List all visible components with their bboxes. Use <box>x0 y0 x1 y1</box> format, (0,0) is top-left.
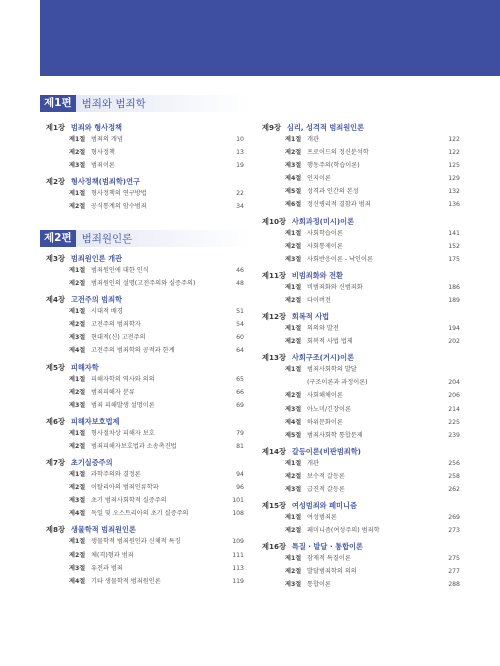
section-number: 제3절 <box>285 485 302 493</box>
page-number: 269 <box>448 514 460 522</box>
page-number: 66 <box>236 388 244 396</box>
chapter-number: 제7장 <box>46 458 65 468</box>
toc-section-entry[interactable] <box>46 575 244 588</box>
toc-section-entry[interactable] <box>46 277 244 290</box>
toc-section-entry[interactable] <box>262 389 460 402</box>
section-title: 사회통제이론 <box>307 242 343 250</box>
toc-chapter <box>262 500 460 537</box>
page-number: 141 <box>448 229 460 237</box>
section-number: 제1절 <box>285 366 302 374</box>
page-number: 122 <box>448 136 460 143</box>
page-number <box>440 363 460 376</box>
section-number: 제1절 <box>69 190 86 198</box>
chapter-title: 형사정책(범죄학)연구 <box>70 177 140 187</box>
section-number: 제1절 <box>69 136 86 143</box>
section-title: 범죄피해자 분류 <box>91 388 135 396</box>
section-title: 공식통계의 암수범죄 <box>91 203 147 211</box>
toc-section-entry[interactable] <box>46 440 244 453</box>
section-number: 제2절 <box>69 551 86 559</box>
toc-section-entry[interactable] <box>262 403 460 416</box>
chapter-heading[interactable] <box>262 311 460 322</box>
section-title: 잠재적 특질이론 <box>307 555 351 563</box>
section-title: 초기 범죄사회학적 실증주의 <box>91 497 167 505</box>
section-title: 범죄사회학 통합문제 <box>307 431 363 439</box>
page-number: 239 <box>448 431 460 439</box>
section-title: 체(격)형과 범죄 <box>91 551 134 559</box>
section-number: 제4절 <box>69 510 86 518</box>
page-number: 256 <box>448 459 460 467</box>
page-number: 60 <box>236 334 244 342</box>
chapter-number: 제16장 <box>262 542 286 552</box>
toc-section-entry[interactable] <box>262 429 460 442</box>
section-number: 제2절 <box>69 280 86 288</box>
toc-section-entry[interactable] <box>46 494 244 507</box>
toc-section-entry[interactable] <box>262 253 460 266</box>
section-number: 제2절 <box>285 338 302 346</box>
page-number: 79 <box>236 429 244 437</box>
page-number: 10 <box>236 136 244 143</box>
section-number: 제3절 <box>285 581 302 589</box>
section-title: 통합이론 <box>307 581 331 589</box>
section-number: 제4절 <box>69 577 86 585</box>
page-number: 101 <box>232 497 244 505</box>
toc-section-entry[interactable] <box>262 363 460 376</box>
chapter-number: 제2장 <box>46 177 65 187</box>
section-number: 제3절 <box>285 255 302 263</box>
page-number: 22 <box>236 190 244 198</box>
section-title: 프로이드의 정신분석학 <box>307 149 369 157</box>
section-number: 제3절 <box>69 497 86 505</box>
chapter-number: 제12장 <box>262 312 286 322</box>
section-number: 제2절 <box>285 296 302 304</box>
section-number: 제1절 <box>69 308 86 316</box>
part-number: 제1편 <box>40 95 76 112</box>
toc-section-entry[interactable] <box>262 281 460 294</box>
page-number: 152 <box>448 242 460 250</box>
section-title: 회복적 사법 법제 <box>307 338 353 346</box>
section-number: 제1절 <box>285 555 302 563</box>
chapter-heading[interactable] <box>262 446 460 457</box>
section-title: 형사절차상 피해자 보호 <box>91 429 155 437</box>
chapter-number: 제14장 <box>262 446 286 456</box>
chapter-title: 비범죄화와 전환 <box>291 270 343 280</box>
section-number: 제2절 <box>69 442 86 450</box>
toc-chapter <box>46 362 244 412</box>
chapter-number: 제3장 <box>46 254 65 263</box>
section-number: 제2절 <box>285 149 302 157</box>
chapter-number: 제5장 <box>46 362 65 372</box>
section-number: 제4절 <box>285 175 302 183</box>
toc-section-entry[interactable] <box>46 200 244 213</box>
page-number: 129 <box>448 175 460 183</box>
section-number: 제1절 <box>285 325 302 333</box>
chapter-heading[interactable] <box>262 500 460 511</box>
toc-section-entry[interactable] <box>262 524 460 537</box>
toc-section-entry[interactable] <box>262 227 460 240</box>
chapter-heading[interactable] <box>46 253 244 264</box>
toc-section-entry[interactable] <box>262 172 460 185</box>
section-title: 의의와 발전 <box>307 325 339 333</box>
toc-section-entry[interactable] <box>262 565 460 578</box>
toc-section-entry[interactable] <box>46 133 244 146</box>
section-title: 피해자학의 역사와 의의 <box>91 375 155 383</box>
section-title: 사회해체이론 <box>307 392 343 400</box>
chapter-number: 제1장 <box>46 123 65 132</box>
toc-right-chapters <box>262 122 460 592</box>
toc-chapter <box>262 311 460 348</box>
section-title: 범죄원인에 대한 인식 <box>91 267 149 274</box>
section-title: 보수적 갈등론 <box>307 472 345 480</box>
chapter-title: 초기실증주의 <box>70 458 113 468</box>
toc-section-entry[interactable] <box>46 331 244 344</box>
chapter-title: 심리, 성격적 범죄원인론 <box>286 123 365 132</box>
chapter-title: 피해자보호법제 <box>70 416 120 426</box>
section-title: 아노미/긴장이론 <box>307 405 351 413</box>
section-title: 이탈리아의 범죄인류학파 <box>91 484 159 492</box>
chapter-heading[interactable] <box>262 216 460 227</box>
page-number: 206 <box>448 392 460 400</box>
section-number: 제5절 <box>285 188 302 196</box>
toc-chapter <box>46 457 244 520</box>
chapter-number: 제8장 <box>46 525 65 535</box>
toc-section-entry[interactable] <box>262 335 460 348</box>
section-number: 제2절 <box>285 527 302 535</box>
toc-section-entry[interactable] <box>46 468 244 481</box>
section-number: 제1절 <box>69 375 86 383</box>
section-title: 유전과 범죄 <box>91 564 123 572</box>
section-title: 개관 <box>307 136 319 143</box>
chapter-title: 범죄와 형사정책 <box>70 123 122 132</box>
section-title: 현대적(신) 고전주의 <box>91 334 146 342</box>
part-heading-2 <box>40 230 250 247</box>
toc-chapter <box>46 416 244 453</box>
page-number: 119 <box>232 577 244 585</box>
toc-section-entry[interactable] <box>262 159 460 172</box>
chapter-title: 사회과정(미시)이론 <box>291 216 355 226</box>
page-number: 136 <box>448 201 460 209</box>
page-number: 277 <box>448 568 460 576</box>
page-number: 113 <box>232 564 244 572</box>
toc-chapter <box>262 446 460 496</box>
chapter-heading[interactable] <box>46 416 244 427</box>
part-number: 제2편 <box>40 230 76 247</box>
toc-section-entry[interactable] <box>262 198 460 211</box>
toc-part2-chapters <box>46 253 244 592</box>
toc-section-entry[interactable] <box>262 416 460 429</box>
chapter-heading[interactable] <box>262 122 460 133</box>
chapter-number: 제15장 <box>262 501 286 511</box>
page-number: 108 <box>232 510 244 518</box>
part-title: 범죄원인론 <box>81 233 133 245</box>
section-number: 제3절 <box>69 334 86 342</box>
section-number: 제6절 <box>285 201 302 209</box>
section-title: 범죄이론 <box>91 162 115 170</box>
toc-section-entry[interactable] <box>262 240 460 253</box>
toc-section-entry[interactable] <box>262 376 460 389</box>
page-number: 186 <box>448 283 460 291</box>
section-number: 제4절 <box>69 347 86 355</box>
chapter-heading[interactable] <box>46 524 244 535</box>
toc-section-entry[interactable] <box>262 470 460 483</box>
page-number: 48 <box>236 280 244 288</box>
section-title: 개관 <box>307 459 319 467</box>
section-title: 생물학적 범죄원인과 신체적 특징 <box>91 538 181 546</box>
section-number: 제1절 <box>69 538 86 546</box>
chapter-heading[interactable] <box>46 176 244 187</box>
section-title: 독일 및 오스트리아의 초기 실증주의 <box>91 510 189 518</box>
page-number: 262 <box>448 485 460 493</box>
toc-chapter <box>46 122 244 172</box>
page-number: 225 <box>448 418 460 426</box>
section-title: 사회반응이론 - 낙인이론 <box>307 255 373 263</box>
toc-section-entry[interactable] <box>46 427 244 440</box>
toc-section-entry[interactable] <box>46 373 244 386</box>
toc-section-entry[interactable] <box>262 552 460 565</box>
section-number: 제1절 <box>285 514 302 522</box>
header-band <box>40 0 500 76</box>
section-title: 여성범죄론 <box>307 514 337 522</box>
section-title: (구조이론과 과정이론) <box>307 379 368 387</box>
chapter-heading[interactable] <box>46 294 244 305</box>
section-number: 제3절 <box>69 162 86 170</box>
toc-section-entry[interactable] <box>46 318 244 331</box>
section-title: 범죄의 개념 <box>91 136 123 143</box>
toc-chapter <box>262 541 460 591</box>
toc-section-entry[interactable] <box>46 264 244 277</box>
toc-section-entry[interactable] <box>46 159 244 172</box>
page-number: 204 <box>448 379 460 387</box>
section-number: 제2절 <box>285 392 302 400</box>
toc-section-entry[interactable] <box>262 322 460 335</box>
page-number: 122 <box>448 149 460 157</box>
section-number: 제2절 <box>69 321 86 329</box>
chapter-title: 피해자학 <box>70 362 99 372</box>
section-title: 고전주의 범죄학자 <box>91 321 141 329</box>
section-title: 형사정책 <box>91 149 115 157</box>
toc-right-column <box>262 122 460 596</box>
page-number: 65 <box>236 375 244 383</box>
toc-section-entry[interactable] <box>46 481 244 494</box>
section-number: 제3절 <box>69 401 86 409</box>
chapter-heading[interactable] <box>46 362 244 373</box>
section-title: 정신병리적 결함과 범죄 <box>307 201 371 209</box>
section-number: 제2절 <box>285 472 302 480</box>
page-number: 273 <box>448 527 460 535</box>
section-number: 제2절 <box>285 242 302 250</box>
page-number: 64 <box>236 347 244 355</box>
toc-section-entry[interactable] <box>46 549 244 562</box>
toc-chapter <box>262 352 460 442</box>
section-title: 급진적 갈등론 <box>307 485 345 493</box>
page-number: 94 <box>236 471 244 479</box>
page-number: 81 <box>236 442 244 450</box>
toc-section-entry[interactable] <box>46 187 244 200</box>
page-number: 13 <box>236 149 244 157</box>
toc-section-entry[interactable] <box>262 133 460 146</box>
section-title: 형사정책의 연구방법 <box>91 190 147 198</box>
section-title: 하위문화이론 <box>307 418 343 426</box>
section-title: 기타 생물학적 범죄원인론 <box>91 577 161 585</box>
section-number: 제2절 <box>285 568 302 576</box>
chapter-heading[interactable] <box>262 352 460 363</box>
page-number: 19 <box>236 162 244 170</box>
toc-chapter <box>262 216 460 266</box>
page-number: 54 <box>236 321 244 329</box>
section-number: 제3절 <box>69 564 86 572</box>
chapter-title: 범죄원인론 개관 <box>70 254 122 263</box>
toc-section-entry[interactable] <box>262 457 460 470</box>
page-number: 111 <box>232 551 244 559</box>
toc-section-entry[interactable] <box>262 294 460 307</box>
page-number: 214 <box>448 405 460 413</box>
chapter-title: 회복적 사법 <box>291 312 330 322</box>
toc-section-entry[interactable] <box>46 386 244 399</box>
chapter-heading[interactable] <box>262 270 460 281</box>
toc-part1-chapters <box>46 122 244 213</box>
section-number: 제1절 <box>285 459 302 467</box>
toc-section-entry[interactable] <box>262 511 460 524</box>
toc-section-entry[interactable] <box>46 562 244 575</box>
section-title: 사회학습이론 <box>307 229 343 237</box>
page-number: 288 <box>448 581 460 589</box>
section-title: 다이버전 <box>307 296 331 304</box>
section-number: 제4절 <box>285 418 302 426</box>
section-title: 범죄사회학의 발달 <box>307 366 357 374</box>
section-title: 시대적 배경 <box>91 308 123 316</box>
page-number: 51 <box>236 308 244 316</box>
toc-chapter <box>46 253 244 290</box>
toc-section-entry[interactable] <box>46 305 244 318</box>
chapter-number: 제11장 <box>262 270 286 280</box>
page-number: 258 <box>448 472 460 480</box>
chapter-number: 제13장 <box>262 353 286 363</box>
part-title: 범죄와 범죄학 <box>81 98 146 110</box>
page-number: 34 <box>236 203 244 211</box>
toc-section-entry[interactable] <box>262 146 460 159</box>
page-number: 202 <box>448 338 460 346</box>
section-number: 제2절 <box>69 388 86 396</box>
section-title: 행동주의(학습이론) <box>307 162 360 170</box>
section-title: 고전주의 범죄학의 공적과 한계 <box>91 347 175 355</box>
toc-section-entry[interactable] <box>46 507 244 520</box>
section-number: 제1절 <box>285 229 302 237</box>
toc-chapter <box>262 270 460 307</box>
page-number: 175 <box>448 255 460 263</box>
chapter-title: 고전주의 범죄학 <box>70 295 122 305</box>
section-title: 인지이론 <box>307 175 331 183</box>
section-number: 제5절 <box>285 431 302 439</box>
page-number: 132 <box>448 188 460 196</box>
toc-section-entry[interactable] <box>262 483 460 496</box>
chapter-number: 제10장 <box>262 216 286 226</box>
section-title: 범죄 피해발생 설명이론 <box>91 401 155 409</box>
section-title: 비범죄화와 신범죄화 <box>307 283 363 291</box>
toc-chapter <box>262 122 460 212</box>
toc-section-entry[interactable] <box>262 185 460 198</box>
section-number: 제1절 <box>69 429 86 437</box>
toc-section-entry[interactable] <box>46 399 244 412</box>
chapter-title: 생물학적 범죄원인론 <box>70 525 136 535</box>
page-number: 275 <box>448 555 460 563</box>
section-title: 페미니즘(여성주의) 범죄학 <box>307 527 380 535</box>
page-number: 109 <box>232 538 244 546</box>
chapter-title: 갈등이론(비판범죄학) <box>291 446 361 456</box>
chapter-heading[interactable] <box>262 541 460 552</box>
page-number: 46 <box>236 267 244 274</box>
chapter-number: 제4장 <box>46 295 65 305</box>
section-number: 제2절 <box>69 203 86 211</box>
chapter-number: 제9장 <box>262 123 281 132</box>
page-number: 194 <box>448 325 460 333</box>
chapter-heading[interactable] <box>46 122 244 133</box>
section-title: 범죄피해자보호법과 소송촉진법 <box>91 442 177 450</box>
page-number: 96 <box>236 484 244 492</box>
toc-section-entry[interactable] <box>46 535 244 548</box>
section-number: 제1절 <box>69 471 86 479</box>
chapter-number: 제6장 <box>46 416 65 426</box>
chapter-title: 사회구조(거시)이론 <box>291 353 355 363</box>
section-number: 제2절 <box>69 484 86 492</box>
section-title: 성격과 인간의 본성 <box>307 188 359 196</box>
toc-section-entry[interactable] <box>46 146 244 159</box>
section-number: 제1절 <box>285 283 302 291</box>
toc-chapter <box>46 524 244 587</box>
chapter-title: 여성범죄와 페미니즘 <box>291 501 357 511</box>
toc-section-entry[interactable] <box>262 578 460 591</box>
section-number: 제1절 <box>69 267 86 274</box>
part-heading-1 <box>40 95 250 112</box>
section-number: 제1절 <box>285 136 302 143</box>
section-title: 발달범죄학의 의의 <box>307 568 357 576</box>
toc-chapter <box>46 294 244 357</box>
toc-chapter <box>46 176 244 213</box>
chapter-heading[interactable] <box>46 457 244 468</box>
section-title: 범죄원인의 설명(고전주의와 실증주의) <box>91 280 196 288</box>
section-number: 제3절 <box>285 162 302 170</box>
page-number: 69 <box>236 401 244 409</box>
section-number: 제3절 <box>285 405 302 413</box>
section-number: 제2절 <box>69 149 86 157</box>
page-number: 125 <box>448 162 460 170</box>
chapter-title: 특질 · 발달 · 통합이론 <box>291 542 363 552</box>
section-title: 과학주의와 결정론 <box>91 471 141 479</box>
page-number: 189 <box>448 296 460 304</box>
toc-section-entry[interactable] <box>46 344 244 357</box>
